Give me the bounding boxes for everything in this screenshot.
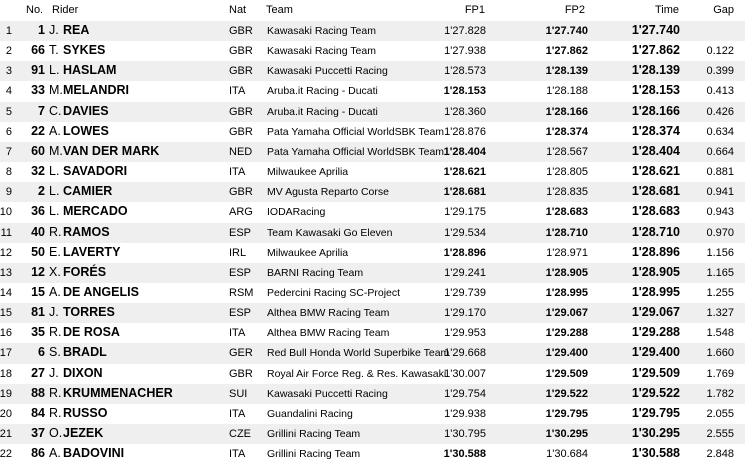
header-team: Team: [266, 4, 293, 16]
nationality-cell: GBR: [229, 65, 253, 78]
rider-surname-cell: RUSSO: [63, 405, 108, 420]
header-nat: Nat: [229, 4, 247, 16]
rider-initial-cell: L.: [49, 164, 60, 179]
team-cell: Pata Yamaha Official WorldSBK Team: [267, 125, 445, 138]
team-cell: Kawasaki Puccetti Racing: [267, 65, 388, 78]
position-cell: 14: [0, 286, 12, 299]
nationality-cell: SUI: [229, 387, 248, 400]
best-time-cell: 1'28.166: [631, 103, 680, 118]
header-no: No.: [26, 4, 44, 16]
rider-surname-cell: DE ROSA: [63, 325, 120, 340]
nationality-cell: GBR: [229, 125, 253, 138]
nationality-cell: ITA: [229, 407, 246, 420]
team-cell: Aruba.it Racing - Ducati: [267, 105, 378, 118]
table-row: [0, 323, 745, 343]
fp1-time-cell: 1'28.404: [443, 145, 486, 158]
rider-surname-cell: RAMOS: [63, 224, 110, 239]
nationality-cell: ITA: [229, 448, 246, 461]
best-time-cell: 1'29.522: [631, 385, 680, 400]
header-fp2: FP2: [564, 4, 585, 16]
rider-initial-cell: A.: [49, 446, 61, 461]
rider-surname-cell: KRUMMENACHER: [63, 385, 173, 400]
best-time-cell: 1'29.509: [631, 365, 680, 380]
rider-number-cell: 35: [31, 325, 45, 340]
rider-number-cell: 1: [38, 23, 45, 37]
rider-number-cell: 27: [31, 365, 45, 380]
gap-cell: 1.660: [706, 347, 734, 360]
table-row: [0, 182, 745, 202]
rider-surname-cell: DAVIES: [63, 103, 109, 118]
position-cell: 21: [0, 428, 12, 440]
gap-cell: 0.399: [706, 65, 734, 78]
position-cell: 19: [0, 387, 12, 400]
gap-cell: 0.122: [706, 45, 734, 58]
gap-cell: 1.327: [706, 307, 734, 320]
fp1-time-cell: 1'28.153: [443, 85, 486, 98]
fp1-time-cell: 1'30.795: [444, 428, 486, 440]
nationality-cell: GER: [229, 347, 253, 360]
table-row: [0, 263, 745, 283]
rider-initial-cell: J.: [49, 23, 59, 37]
fp1-time-cell: 1'27.828: [444, 25, 486, 37]
fp2-time-cell: 1'28.188: [546, 85, 588, 98]
rider-surname-cell: BADOVINI: [63, 446, 125, 461]
fp1-time-cell: 1'28.573: [444, 65, 486, 78]
position-cell: 12: [0, 246, 12, 259]
best-time-cell: 1'28.710: [631, 224, 680, 239]
table-row: [0, 364, 745, 384]
gap-cell: 0.881: [706, 166, 734, 179]
team-cell: MV Agusta Reparto Corse: [267, 186, 389, 199]
fp2-time-cell: 1'27.862: [545, 45, 588, 58]
rider-initial-cell: M.: [49, 143, 63, 158]
team-cell: Kawasaki Racing Team: [267, 45, 376, 58]
rider-surname-cell: CAMIER: [63, 184, 113, 199]
fp1-time-cell: 1'29.953: [444, 327, 486, 340]
best-time-cell: 1'28.404: [631, 143, 680, 158]
rider-surname-cell: TORRES: [63, 305, 115, 320]
best-time-cell: 1'29.795: [631, 405, 680, 420]
rider-number-cell: 37: [31, 426, 45, 440]
rider-initial-cell: J.: [49, 305, 59, 320]
fp2-time-cell: 1'28.567: [546, 145, 588, 158]
position-cell: 5: [5, 105, 12, 118]
table-row: [0, 202, 745, 222]
fp1-time-cell: 1'29.534: [444, 226, 486, 239]
rider-initial-cell: M.: [49, 83, 63, 98]
fp2-time-cell: 1'29.067: [545, 307, 588, 320]
position-cell: 2: [5, 45, 12, 58]
rider-surname-cell: DE ANGELIS: [63, 284, 139, 299]
best-time-cell: 1'29.067: [631, 305, 680, 320]
rider-number-cell: 81: [31, 305, 45, 320]
rider-number-cell: 36: [31, 204, 45, 219]
team-cell: Kawasaki Racing Team: [267, 25, 376, 37]
rider-number-cell: 86: [31, 446, 45, 461]
nationality-cell: ITA: [229, 327, 246, 340]
nationality-cell: ESP: [229, 307, 252, 320]
best-time-cell: 1'28.621: [631, 164, 680, 179]
table-row: [0, 343, 745, 363]
position-cell: 8: [5, 166, 12, 179]
rider-initial-cell: E.: [49, 244, 61, 259]
fp2-time-cell: 1'28.683: [545, 206, 588, 219]
best-time-cell: 1'28.681: [631, 184, 680, 199]
rider-number-cell: 6: [38, 345, 45, 360]
fp1-time-cell: 1'30.007: [444, 367, 486, 380]
rider-initial-cell: R.: [49, 325, 62, 340]
best-time-cell: 1'28.905: [631, 264, 680, 279]
team-cell: Milwaukee Aprilia: [267, 166, 349, 179]
position-cell: 7: [5, 145, 12, 158]
table-row: [0, 243, 745, 263]
fp1-time-cell: 1'29.170: [444, 307, 486, 320]
fp1-time-cell: 1'29.175: [444, 206, 486, 219]
position-cell: 4: [5, 85, 12, 98]
team-cell: Althea BMW Racing Team: [267, 307, 390, 320]
position-cell: 20: [0, 407, 12, 420]
position-cell: 1: [5, 25, 12, 37]
gap-cell: 0.664: [706, 145, 734, 158]
fp2-time-cell: 1'29.288: [545, 327, 588, 340]
table-row: [0, 21, 745, 41]
fp2-time-cell: 1'28.971: [546, 246, 588, 259]
team-cell: Grillini Racing Team: [267, 428, 361, 440]
fp1-time-cell: 1'29.739: [444, 286, 486, 299]
rider-initial-cell: X.: [49, 264, 61, 279]
rider-number-cell: 88: [31, 385, 45, 400]
rider-number-cell: 40: [31, 224, 45, 239]
team-cell: Team Kawasaki Go Eleven: [267, 226, 393, 239]
fp2-time-cell: 1'28.710: [545, 226, 588, 239]
fp2-time-cell: 1'29.400: [545, 347, 588, 360]
nationality-cell: GBR: [229, 105, 253, 118]
nationality-cell: IRL: [229, 246, 247, 259]
best-time-cell: 1'30.588: [631, 446, 680, 461]
fp2-time-cell: 1'28.805: [546, 166, 588, 179]
table-row: [0, 303, 745, 323]
team-cell: Aruba.it Racing - Ducati: [267, 85, 378, 98]
rider-initial-cell: J.: [49, 365, 59, 380]
gap-cell: 0.941: [706, 186, 734, 199]
position-cell: 18: [0, 367, 12, 380]
gap-cell: 2.848: [706, 448, 734, 461]
rider-surname-cell: SAVADORI: [63, 164, 128, 179]
gap-cell: 1.165: [706, 266, 734, 279]
team-cell: IODARacing: [267, 206, 326, 219]
rider-surname-cell: DIXON: [63, 365, 103, 380]
rider-initial-cell: R.: [49, 405, 62, 420]
rider-number-cell: 91: [31, 63, 45, 78]
position-cell: 9: [5, 186, 12, 199]
rider-surname-cell: LOWES: [63, 123, 109, 138]
nationality-cell: RSM: [229, 286, 254, 299]
team-cell: Pedercini Racing SC-Project: [267, 286, 401, 299]
rider-number-cell: 7: [38, 103, 45, 118]
nationality-cell: NED: [229, 145, 253, 158]
table-row: [0, 283, 745, 303]
gap-cell: 1.156: [706, 246, 734, 259]
table-row: [0, 81, 745, 101]
fp2-time-cell: 1'28.166: [545, 105, 588, 118]
gap-cell: 0.970: [706, 226, 734, 239]
rider-number-cell: 50: [31, 244, 45, 259]
nationality-cell: ITA: [229, 166, 246, 179]
nationality-cell: ESP: [229, 226, 252, 239]
best-time-cell: 1'29.400: [631, 345, 680, 360]
position-cell: 13: [0, 266, 12, 279]
fp1-time-cell: 1'29.938: [444, 407, 486, 420]
rider-surname-cell: JEZEK: [63, 426, 104, 440]
nationality-cell: GBR: [229, 367, 253, 380]
fp1-time-cell: 1'27.938: [444, 45, 486, 58]
team-cell: Red Bull Honda World Superbike Team: [267, 347, 450, 360]
best-time-cell: 1'28.374: [631, 123, 680, 138]
gap-cell: 1.255: [706, 286, 734, 299]
rider-number-cell: 32: [31, 164, 45, 179]
rider-surname-cell: FORÉS: [63, 264, 107, 279]
rider-initial-cell: C.: [49, 103, 62, 118]
rider-surname-cell: VAN DER MARK: [63, 143, 160, 158]
team-cell: Kawasaki Puccetti Racing: [267, 387, 388, 400]
rider-number-cell: 12: [31, 264, 45, 279]
fp1-time-cell: 1'29.668: [444, 347, 486, 360]
team-cell: Pata Yamaha Official WorldSBK Team: [267, 145, 445, 158]
best-time-cell: 1'29.288: [631, 325, 680, 340]
gap-cell: 0.943: [706, 206, 734, 219]
best-time-cell: 1'30.295: [631, 426, 680, 440]
best-time-cell: 1'28.153: [631, 83, 680, 98]
gap-cell: 2.555: [706, 428, 734, 440]
position-cell: 10: [0, 206, 12, 219]
header-gap: Gap: [713, 4, 734, 16]
gap-cell: 1.548: [706, 327, 734, 340]
rider-number-cell: 66: [31, 43, 45, 58]
fp1-time-cell: 1'28.360: [444, 105, 486, 118]
fp1-time-cell: 1'28.681: [443, 186, 486, 199]
fp2-time-cell: 1'28.374: [545, 125, 588, 138]
rider-initial-cell: R.: [49, 224, 62, 239]
table-row: [0, 142, 745, 162]
best-time-cell: 1'28.995: [631, 284, 680, 299]
header-fp1: FP1: [464, 4, 485, 16]
fp1-time-cell: 1'29.241: [444, 266, 486, 279]
nationality-cell: ESP: [229, 266, 252, 279]
header-rider: Rider: [52, 4, 79, 16]
fp1-time-cell: 1'28.876: [444, 125, 486, 138]
gap-cell: 0.426: [706, 105, 734, 118]
position-cell: 17: [0, 347, 12, 360]
position-cell: 3: [5, 65, 12, 78]
gap-cell: 1.769: [706, 367, 734, 380]
rider-number-cell: 2: [38, 184, 45, 199]
fp2-time-cell: 1'27.740: [545, 25, 588, 37]
table-row: [0, 41, 745, 61]
table-row: [0, 162, 745, 182]
fp1-time-cell: 1'28.896: [443, 246, 486, 259]
nationality-cell: GBR: [229, 186, 253, 199]
rider-number-cell: 60: [31, 143, 45, 158]
nationality-cell: GBR: [229, 45, 253, 58]
fp1-time-cell: 1'29.754: [444, 387, 486, 400]
rider-number-cell: 15: [31, 284, 45, 299]
team-cell: BARNI Racing Team: [267, 266, 364, 279]
rider-surname-cell: BRADL: [63, 345, 107, 360]
gap-cell: 0.634: [706, 125, 734, 138]
rider-surname-cell: MELANDRI: [63, 83, 129, 98]
nationality-cell: CZE: [229, 428, 251, 440]
position-cell: 6: [5, 125, 12, 138]
rider-surname-cell: HASLAM: [63, 63, 117, 78]
header-time: Time: [654, 4, 679, 16]
fp1-time-cell: 1'30.588: [443, 448, 486, 461]
table-row: [0, 384, 745, 404]
rider-surname-cell: SYKES: [63, 43, 106, 58]
rider-initial-cell: O.: [49, 426, 63, 440]
fp2-time-cell: 1'29.522: [545, 387, 588, 400]
results-table-header: [0, 0, 745, 20]
best-time-cell: 1'27.862: [631, 43, 680, 58]
rider-initial-cell: S.: [49, 345, 61, 360]
position-cell: 16: [0, 327, 12, 340]
gap-cell: 0.413: [706, 85, 734, 98]
table-row: [0, 444, 745, 464]
fp2-time-cell: 1'30.295: [545, 428, 588, 440]
team-cell: Althea BMW Racing Team: [267, 327, 390, 340]
nationality-cell: ITA: [229, 85, 246, 98]
fp2-time-cell: 1'29.509: [545, 367, 588, 380]
team-cell: Milwaukee Aprilia: [267, 246, 349, 259]
position-cell: 11: [0, 226, 12, 239]
rider-number-cell: 33: [31, 83, 45, 98]
team-cell: Grillini Racing Team: [267, 448, 361, 461]
rider-initial-cell: T.: [49, 43, 59, 58]
position-cell: 15: [0, 307, 12, 320]
fp2-time-cell: 1'28.995: [545, 286, 588, 299]
table-row: [0, 122, 745, 142]
nationality-cell: GBR: [229, 25, 253, 37]
rider-number-cell: 22: [31, 123, 45, 138]
nationality-cell: ARG: [229, 206, 253, 219]
fp2-time-cell: 1'28.905: [545, 266, 588, 279]
position-cell: 22: [0, 448, 12, 461]
table-row: [0, 61, 745, 81]
rider-surname-cell: REA: [63, 23, 90, 37]
fp2-time-cell: 1'30.684: [546, 448, 588, 461]
best-time-cell: 1'27.740: [631, 23, 680, 37]
rider-initial-cell: L.: [49, 184, 60, 199]
best-time-cell: 1'28.139: [631, 63, 680, 78]
fp1-time-cell: 1'28.621: [443, 166, 486, 179]
rider-number-cell: 84: [31, 405, 45, 420]
gap-cell: 1.782: [706, 387, 734, 400]
team-cell: Royal Air Force Reg. & Res. Kawasaki: [267, 367, 447, 380]
best-time-cell: 1'28.683: [631, 204, 680, 219]
fp2-time-cell: 1'29.795: [545, 407, 588, 420]
rider-initial-cell: L.: [49, 204, 60, 219]
gap-cell: 2.055: [706, 407, 734, 420]
table-row: [0, 223, 745, 243]
team-cell: Guandalini Racing: [267, 407, 353, 420]
table-row: [0, 404, 745, 424]
table-row: [0, 424, 745, 444]
rider-initial-cell: A.: [49, 284, 61, 299]
rider-surname-cell: MERCADO: [63, 204, 128, 219]
rider-initial-cell: A.: [49, 123, 61, 138]
rider-initial-cell: L.: [49, 63, 60, 78]
rider-surname-cell: LAVERTY: [63, 244, 121, 259]
fp2-time-cell: 1'28.835: [546, 186, 588, 199]
table-row: [0, 102, 745, 122]
fp2-time-cell: 1'28.139: [545, 65, 588, 78]
best-time-cell: 1'28.896: [631, 244, 680, 259]
rider-initial-cell: R.: [49, 385, 62, 400]
